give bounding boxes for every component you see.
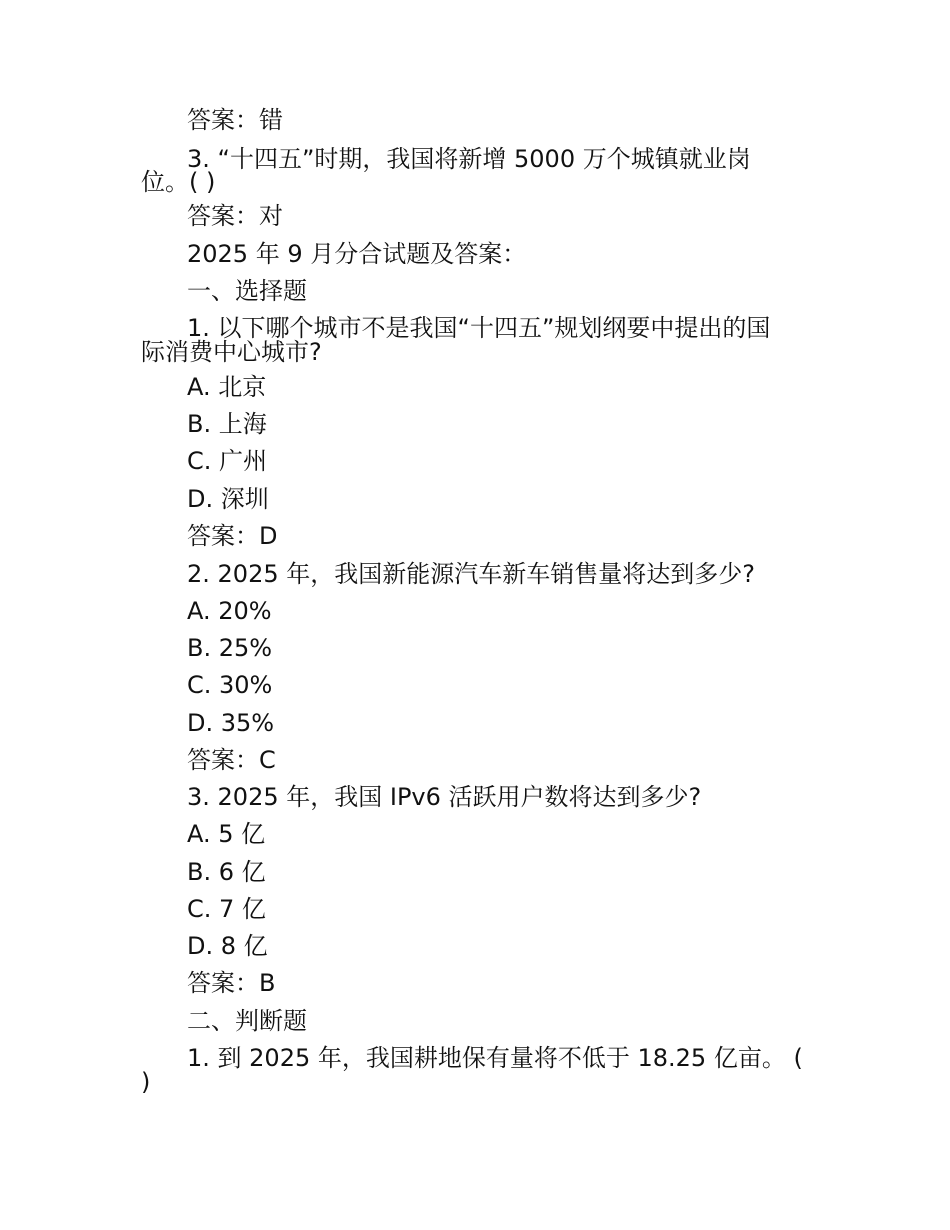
question-2-option-c: C. 30% xyxy=(187,671,273,699)
question-2-option-a: A. 20% xyxy=(187,597,272,625)
question-2-answer: 答案：C xyxy=(187,746,276,774)
tf-question-3-line1: 3. “十四五”时期，我国将新增 5000 万个城镇就业岗 xyxy=(187,145,751,173)
question-3-option-a: A. 5 亿 xyxy=(187,820,266,848)
question-1-option-c: C. 广州 xyxy=(187,447,268,475)
question-3-option-d: D. 8 亿 xyxy=(187,932,268,960)
question-2-line1: 2. 2025 年，我国新能源汽车新车销售量将达到多少? xyxy=(187,560,755,588)
question-1-line1: 1. 以下哪个城市不是我国“十四五”规划纲要中提出的国 xyxy=(187,314,771,342)
question-1-option-b: B. 上海 xyxy=(187,410,267,438)
tf-question-3-answer: 答案：对 xyxy=(187,202,283,230)
question-1-option-d: D. 深圳 xyxy=(187,485,269,513)
question-3-option-b: B. 6 亿 xyxy=(187,858,266,886)
question-3-answer: 答案：B xyxy=(187,969,276,997)
true-false-heading: 二、判断题 xyxy=(187,1007,307,1035)
question-1-line2: 际消费中心城市? xyxy=(141,338,322,366)
tf-question-1-line2: ) xyxy=(141,1068,151,1096)
question-2-option-d: D. 35% xyxy=(187,709,275,737)
multiple-choice-heading: 一、选择题 xyxy=(187,277,307,305)
question-3-option-c: C. 7 亿 xyxy=(187,895,266,923)
question-2-option-b: B. 25% xyxy=(187,634,273,662)
question-3-line1: 3. 2025 年，我国 IPv6 活跃用户数将达到多少? xyxy=(187,783,702,811)
question-1-answer: 答案：D xyxy=(187,522,278,550)
tf-question-1-line1: 1. 到 2025 年，我国耕地保有量将不低于 18.25 亿亩。 ( xyxy=(187,1044,803,1072)
tf-question-3-line2: 位。( ) xyxy=(141,168,216,196)
previous-answer: 答案：错 xyxy=(187,106,283,134)
section-title: 2025 年 9 月分合试题及答案： xyxy=(187,240,527,268)
question-1-option-a: A. 北京 xyxy=(187,373,267,401)
